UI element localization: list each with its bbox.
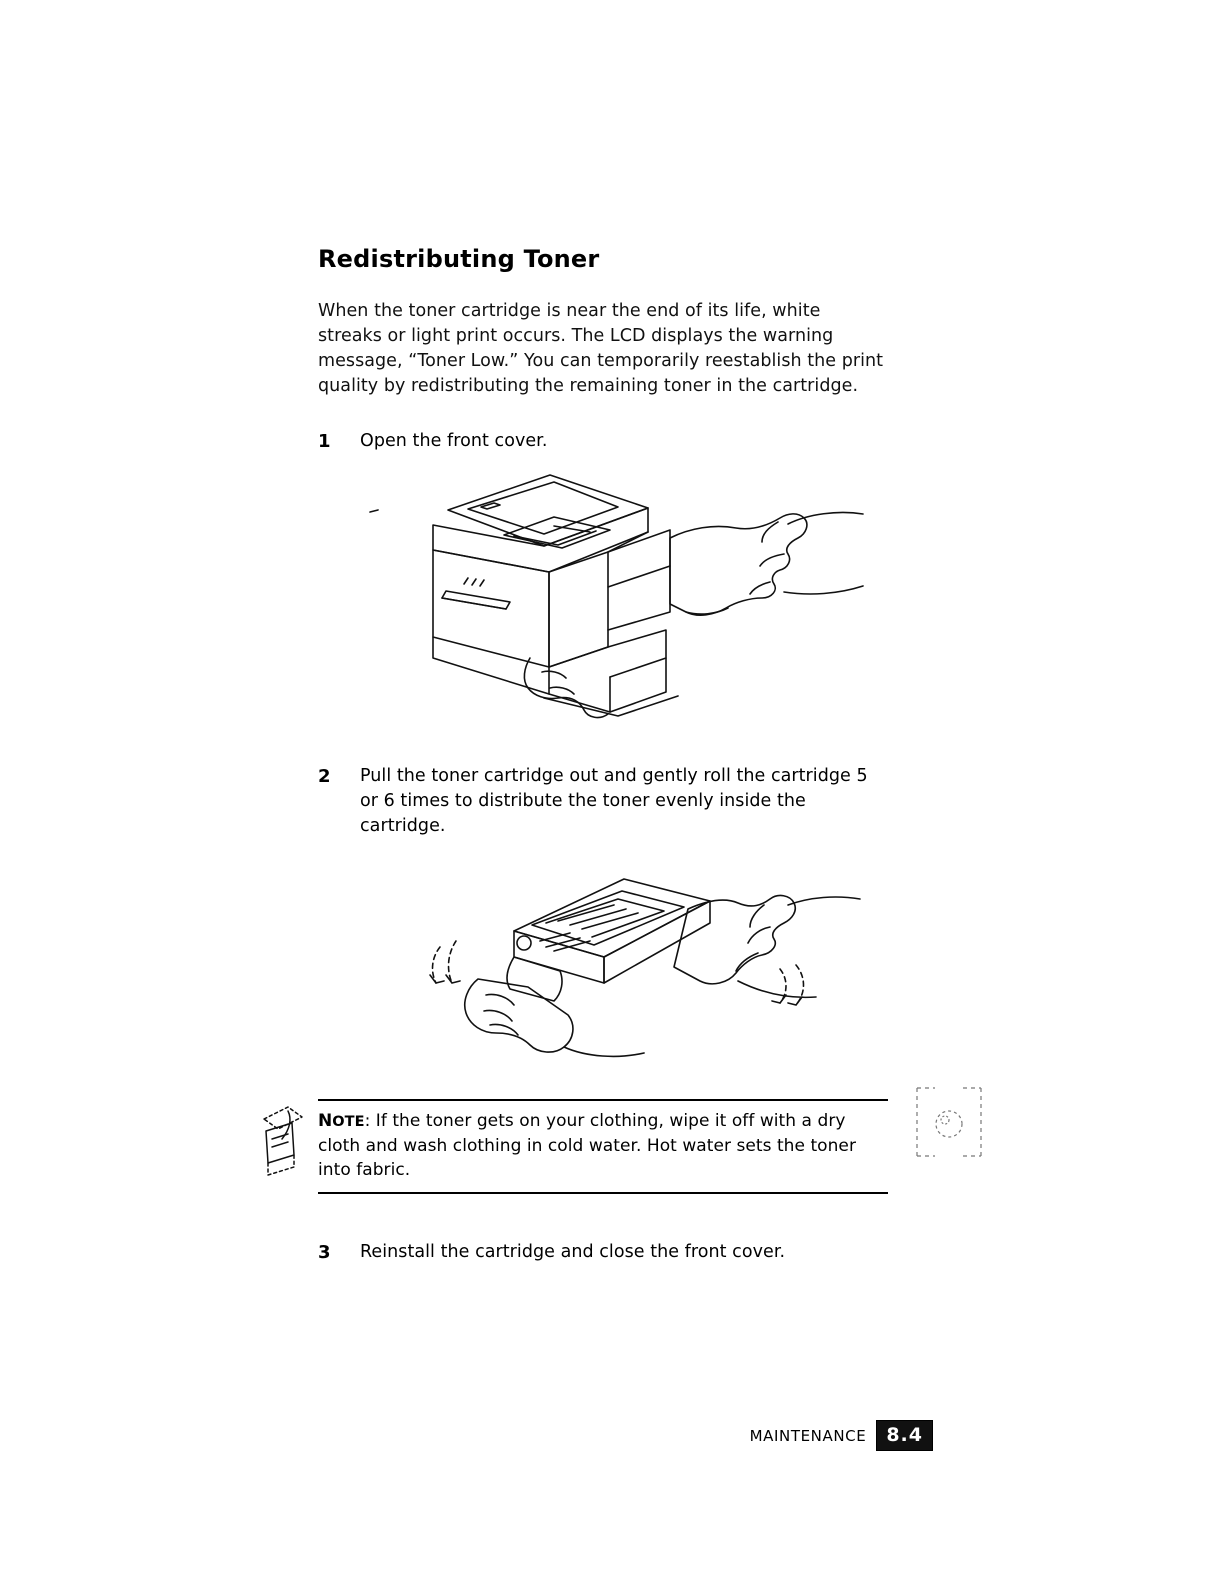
step-2-number: 2 [318, 766, 331, 787]
step-3-number: 3 [318, 1242, 331, 1263]
step-1-text: Open the front cover. [360, 431, 548, 451]
page-footer [0, 1420, 1223, 1451]
step-1 [318, 429, 888, 454]
note-box [318, 1099, 888, 1194]
note-label: NOTE [318, 1111, 365, 1131]
step-3-text: Reinstall the cartridge and close the front cover. [360, 1242, 786, 1262]
step-2-text: Pull the toner cartridge out and gently roll the cartridge 5 or 6 times to distribute the toner evenly inside the cartridge. [360, 766, 868, 836]
toner-cartridge-rolling-illustration [318, 861, 888, 1061]
step-3 [318, 1240, 888, 1265]
binding-hole-mark [905, 1080, 990, 1165]
footer-label: MAINTENANCE [749, 1426, 867, 1445]
printer-front-cover-open-illustration [318, 462, 888, 722]
note-text: : If the toner gets on your clothing, wipe it off with a dry cloth and wash clothing in cold water. Hot water sets the toner into fabric. [318, 1111, 856, 1180]
step-1-number: 1 [318, 431, 331, 452]
page-content [318, 245, 888, 1265]
page-title: Redistributing Toner [318, 245, 600, 273]
step-2 [318, 764, 888, 839]
note-rule-bottom [318, 1192, 888, 1194]
footer-page-number: 8.4 [876, 1420, 933, 1451]
intro-paragraph: When the toner cartridge is near the end of its life, white streaks or light print occurs. The LCD displays the warning message, “Toner Low.” You can temporarily reestablish the print quality by redistributing the remaining toner in the cartridge. [318, 301, 884, 396]
note-text-block [318, 1101, 888, 1186]
note-hand-writing-icon [258, 1105, 316, 1183]
